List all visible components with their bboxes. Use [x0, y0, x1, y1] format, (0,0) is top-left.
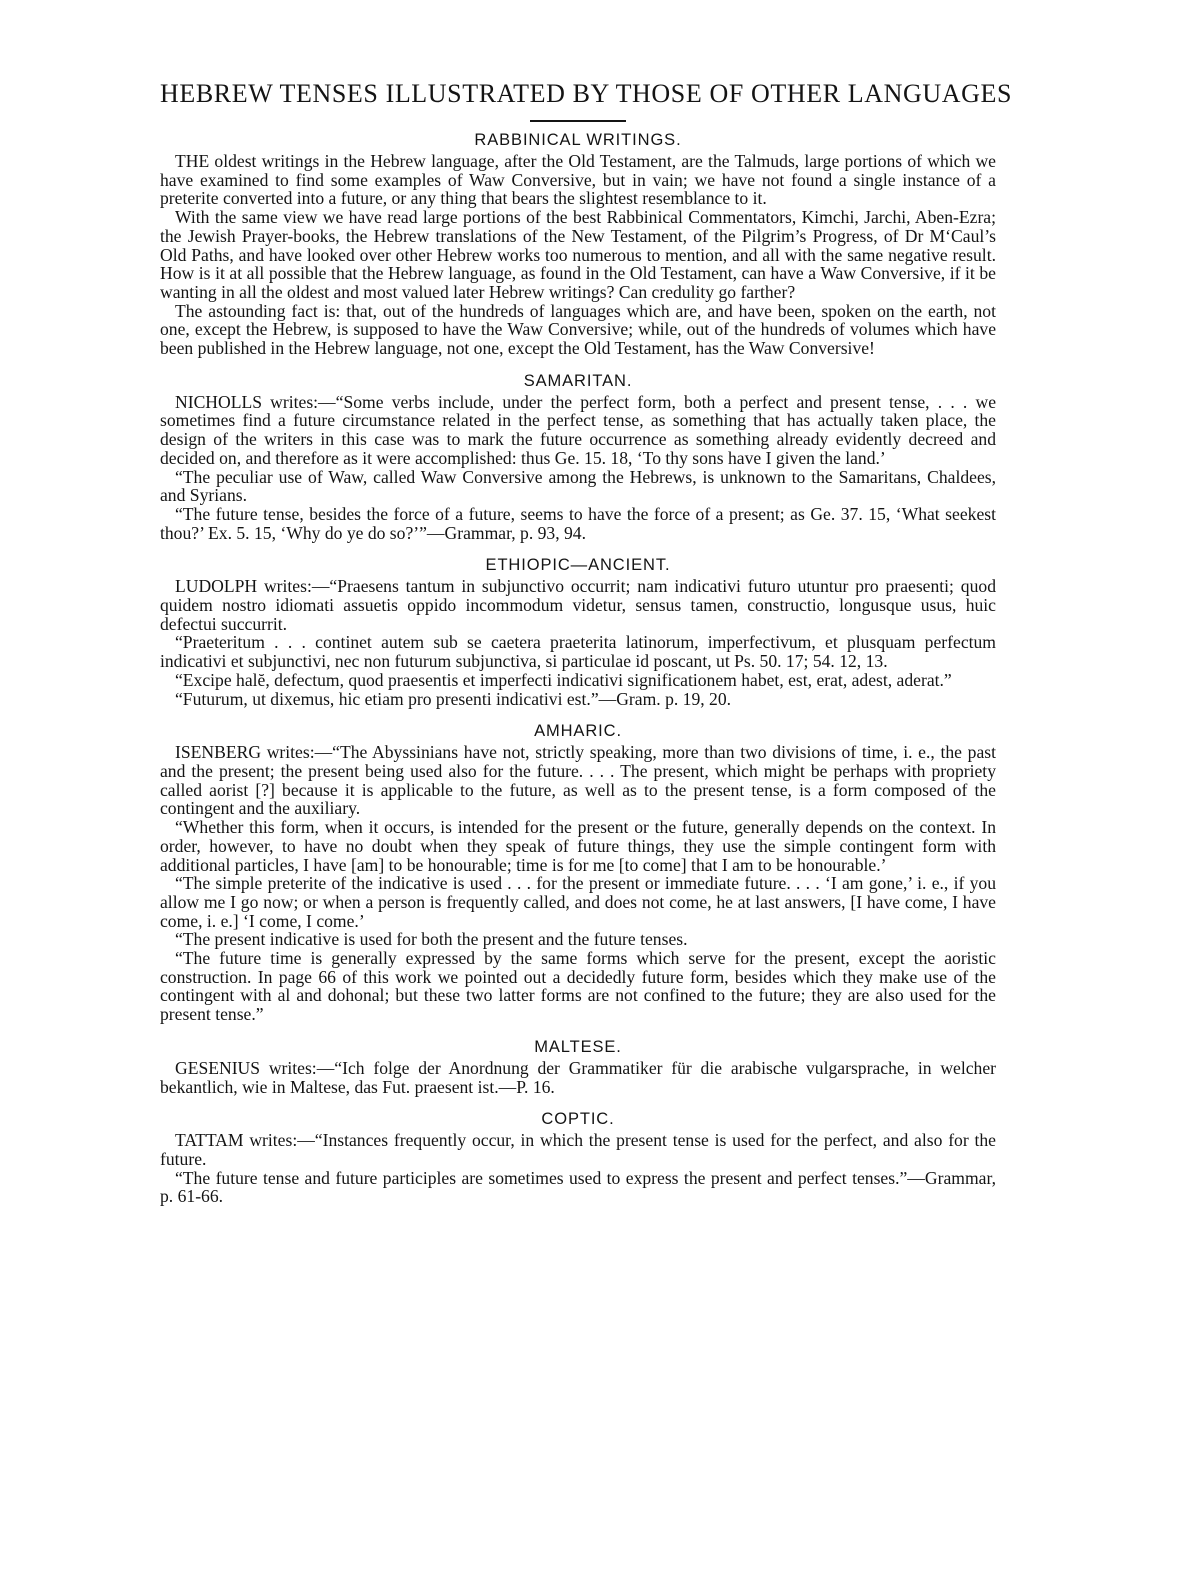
paragraph: “The future tense, besides the force of a future, seems to have the force of a present; as Ge. 37. 15, ‘What seekest thou?’ Ex. 5. 15, ‘Why do ye do so?’”—Grammar, p. 93, 94. [160, 503, 996, 543]
paragraph: NICHOLLS writes:—“Some verbs include, under the perfect form, both a perfect and present tense, . . . we sometimes find a future circumstance related in the perfect tense, as something that has actually taken place, the design of the writers in this case was to mark the future occurrence as something already evidently decreed and decided on, and therefore as it were accomplished: thus Ge. 15. 18, ‘To thy sons have I given the land.’ [160, 391, 996, 468]
section-samaritan [160, 371, 996, 543]
paragraph: “The future time is generally expressed by the same forms which serve for the present, except the aoristic construction. In page 66 of this work we pointed out a decidedly future form, besides which they make use of the contingent with al and dohonal; but these two latter forms are not confined to the future; they are also used for the present tense.” [160, 948, 996, 1025]
paragraph: GESENIUS writes:—“Ich folge der Anordnung der Grammatiker für die arabische vulgarsprache, in welcher bekantlich, wie in Maltese, das Fut. praesent ist.—P. 16. [160, 1057, 996, 1097]
section-heading: COPTIC. [541, 1110, 615, 1129]
running-head: HEBREW TENSES ILLUSTRATED BY THOSE OF OTHER LANGUAGES [160, 79, 1013, 108]
section-heading: SAMARITAN. [523, 371, 633, 390]
section-heading: RABBINICAL WRITINGS. [474, 131, 682, 149]
section-heading: AMHARIC. [534, 722, 622, 741]
paragraph: “Futurum, ut dixemus, hic etiam pro presenti indicativi est.”—Gram. p. 19, 20. [175, 688, 732, 709]
paragraph: ISENBERG writes:—“The Abyssinians have not, strictly speaking, more than two divisions of time, i. e., the past and the present; the present being used also for the future. . . . The present, which might be perhaps with propriety called aorist [?] because it is applicable to the future, as well as to the present tense, is a form composed of the contingent and the auxiliary. [160, 742, 996, 819]
section-ethiopic [160, 555, 996, 708]
section-maltese [160, 1037, 996, 1096]
paragraph: “The present indicative is used for both the present and the future tenses. [175, 929, 688, 950]
paragraph: With the same view we have read large portions of the best Rabbinical Commentators, Kimchi, Jarchi, Aben-Ezra; the Jewish Prayer-books, the Hebrew translations of the New Testament, of the Pilgrim’s Progress, of Dr M‘Caul’s Old Paths, and have looked over other Hebrew works too numerous to mention, and all with the same negative result. How is it at all possible that the Hebrew language, as found in the Old Testament, can have a Waw Conversive, if it be wanting in all the oldest and most valued later Hebrew writings? Can credulity go farther? [160, 207, 996, 302]
title-rule [530, 120, 626, 122]
paragraph: “Praeteritum . . . continet autem sub se caetera praeterita latinorum, imperfectivum, et plusquam perfectum indicativi et subjunctivi, nec non futurum subjunctiva, si particulae id poscant, ut Ps. 50. 17; 54. 12, 13. [160, 632, 996, 672]
paragraph: TATTAM writes:—“Instances frequently occur, in which the present tense is used for the perfect, and also for the future. [160, 1130, 996, 1169]
paragraph: “The peculiar use of Waw, called Waw Conversive among the Hebrews, is unknown to the Samaritans, Chaldees, and Syrians. [160, 466, 996, 506]
section-heading: ETHIOPIC—ANCIENT. [485, 556, 671, 575]
paragraph: THE oldest writings in the Hebrew language, after the Old Testament, are the Talmuds, large portions of which we have examined to find some examples of Waw Conversive, but in vain; we have not found a single instance of a preterite converted into a future, or any thing that bears the slightest resemblance to it. [160, 151, 996, 209]
section-amharic [160, 721, 996, 1024]
paragraph: “The simple preterite of the indicative is used . . . for the present or immediate future. . . . ‘I am gone,’ i. e., if you allow me I go now; or when a person is frequently called, and does not come, he at last answers, [I have come, I have come, i. e.] ‘I come, I come.’ [160, 873, 996, 931]
section-rabbinical [160, 130, 996, 358]
paragraph: “Excipe halĕ, defectum, quod praesentis et imperfecti indicativi significationem habet, est, erat, adest, aderat.” [175, 669, 952, 690]
paragraph: The astounding fact is: that, out of the hundreds of languages which are, and have been, spoken on the earth, not one, except the Hebrew, is supposed to have the Waw Conversive; while, out of the hundreds of volumes which have been published in the Hebrew language, not one, except the Old Testament, has the Waw Conversive! [160, 300, 996, 359]
section-coptic [160, 1109, 996, 1206]
paragraph: “The future tense and future participles are sometimes used to express the present and perfect tenses.”—Grammar, p. 61-66. [160, 1167, 996, 1207]
paragraph: “Whether this form, when it occurs, is intended for the present or the future, generally depends on the context. In order, however, to have no doubt when they speak of future things, they use the simple contingent form with additional particles, I have [am] to be honourable; time is for me [to come] that I am to be honourable.’ [160, 817, 996, 875]
book-page [160, 78, 1013, 1207]
section-heading: MALTESE. [534, 1037, 622, 1056]
paragraph: LUDOLPH writes:—“Praesens tantum in subjunctivo occurrit; nam indicativi futuro utuntur pro praesenti; quod quidem nostro idiomati assuetis oppido incommodum videtur, sensus tamen, constructio, longusque usus, huic defectui succurrit. [160, 576, 996, 634]
